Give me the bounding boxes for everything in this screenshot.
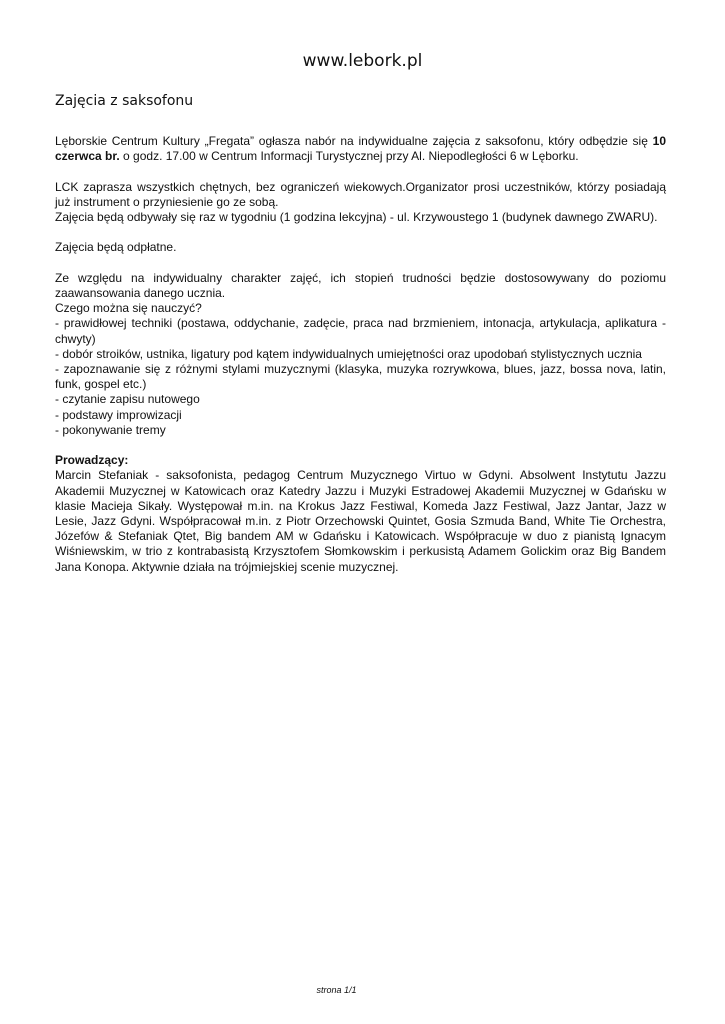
article-body bbox=[55, 134, 666, 575]
instructor-bio: Marcin Stefaniak - saksofonista, pedagog Centrum Muzycznego Virtuo w Gdyni. Absolwent Instytutu Jazzu Akademii Muzycznej w Katowicach oraz Katedry Jazzu i Muzyki Estradowej Akademii Muzycznej w Gdańsku w klasie Macieja Sikały. Występował m.in. na Krokus Jazz Festiwal, Komeda Jazz Festiwal, Jazz Jantar, Jazz w Lesie, Jazz Gdyni. Współpracował m.in. z Piotr Orzechowski Quintet, Gosia Szmuda Band, White Tie Orchestra, Józefów & Stefaniak Qtet, Big bandem AM w Gdańsku i Katowicach. Współpracuje w duo z pianistą Ignacym Wiśniewskim, w trio z kontrabasistą Krzysztofem Słomkowskim i perkusistą Adamem Golickim oraz Big Bandem Jana Konopa. Aktywnie działa na trójmiejskiej scenie muzycznej. bbox=[55, 468, 666, 574]
instructor-heading bbox=[55, 453, 666, 468]
paid-note: Zajęcia będą odpłatne. bbox=[55, 240, 177, 255]
list-item: - czytanie zapisu nutowego bbox=[55, 392, 200, 407]
list-item: - podstawy improwizacji bbox=[55, 407, 182, 422]
learn-question: Czego można się nauczyć? bbox=[55, 301, 202, 316]
instructor-heading-text: Prowadzący: bbox=[55, 453, 129, 468]
list-item: - prawidłowej techniki (postawa, oddychanie, zadęcie, praca nad brzmieniem, intonacja, artykulacja, aplikatura - chwyty) bbox=[55, 316, 666, 346]
invite-paragraph: LCK zaprasza wszystkich chętnych, bez ograniczeń wiekowych.Organizator prosi uczestników, którzy posiadają już instrument o przyniesienie go ze sobą. bbox=[55, 179, 666, 209]
list-item: - dobór stroików, ustnika, ligatury pod kątem indywidualnych umiejętności oraz upodobań stylistycznych ucznia bbox=[55, 346, 642, 361]
list-item: - pokonywanie tremy bbox=[55, 422, 166, 437]
intro-paragraph bbox=[55, 134, 666, 164]
intro-text: Lęborskie Centrum Kultury „Fregata” ogłasza nabór na indywidualne zajęcia z saksofonu, który odbędzie się bbox=[55, 134, 653, 148]
list-item: - zapoznawanie się z różnymi stylami muzycznymi (klasyka, muzyka rozrywkowa, blues, jazz, bossa nova, latin, funk, gospel etc.) bbox=[55, 362, 666, 392]
page-number: strona 1/1 bbox=[316, 985, 357, 995]
schedule-paragraph: Zajęcia będą odbywały się raz w tygodniu (1 godzina lekcyjna) - ul. Krzywoustego 1 (budynek dawnego ZWARU). bbox=[55, 210, 658, 224]
intro-date: 10 czerwca br. bbox=[55, 134, 666, 164]
article-title: Zajęcia z saksofonu bbox=[55, 93, 194, 109]
difficulty-paragraph: Ze względu na indywidualny charakter zajęć, ich stopień trudności będzie dostosowywany do poziomu zaawansowania danego ucznia. bbox=[55, 270, 666, 300]
intro-rest: o godz. 17.00 w Centrum Informacji Turystycznej przy Al. Niepodległości 6 w Lęborku. bbox=[119, 149, 579, 164]
site-header: www.lebork.pl bbox=[302, 51, 423, 71]
